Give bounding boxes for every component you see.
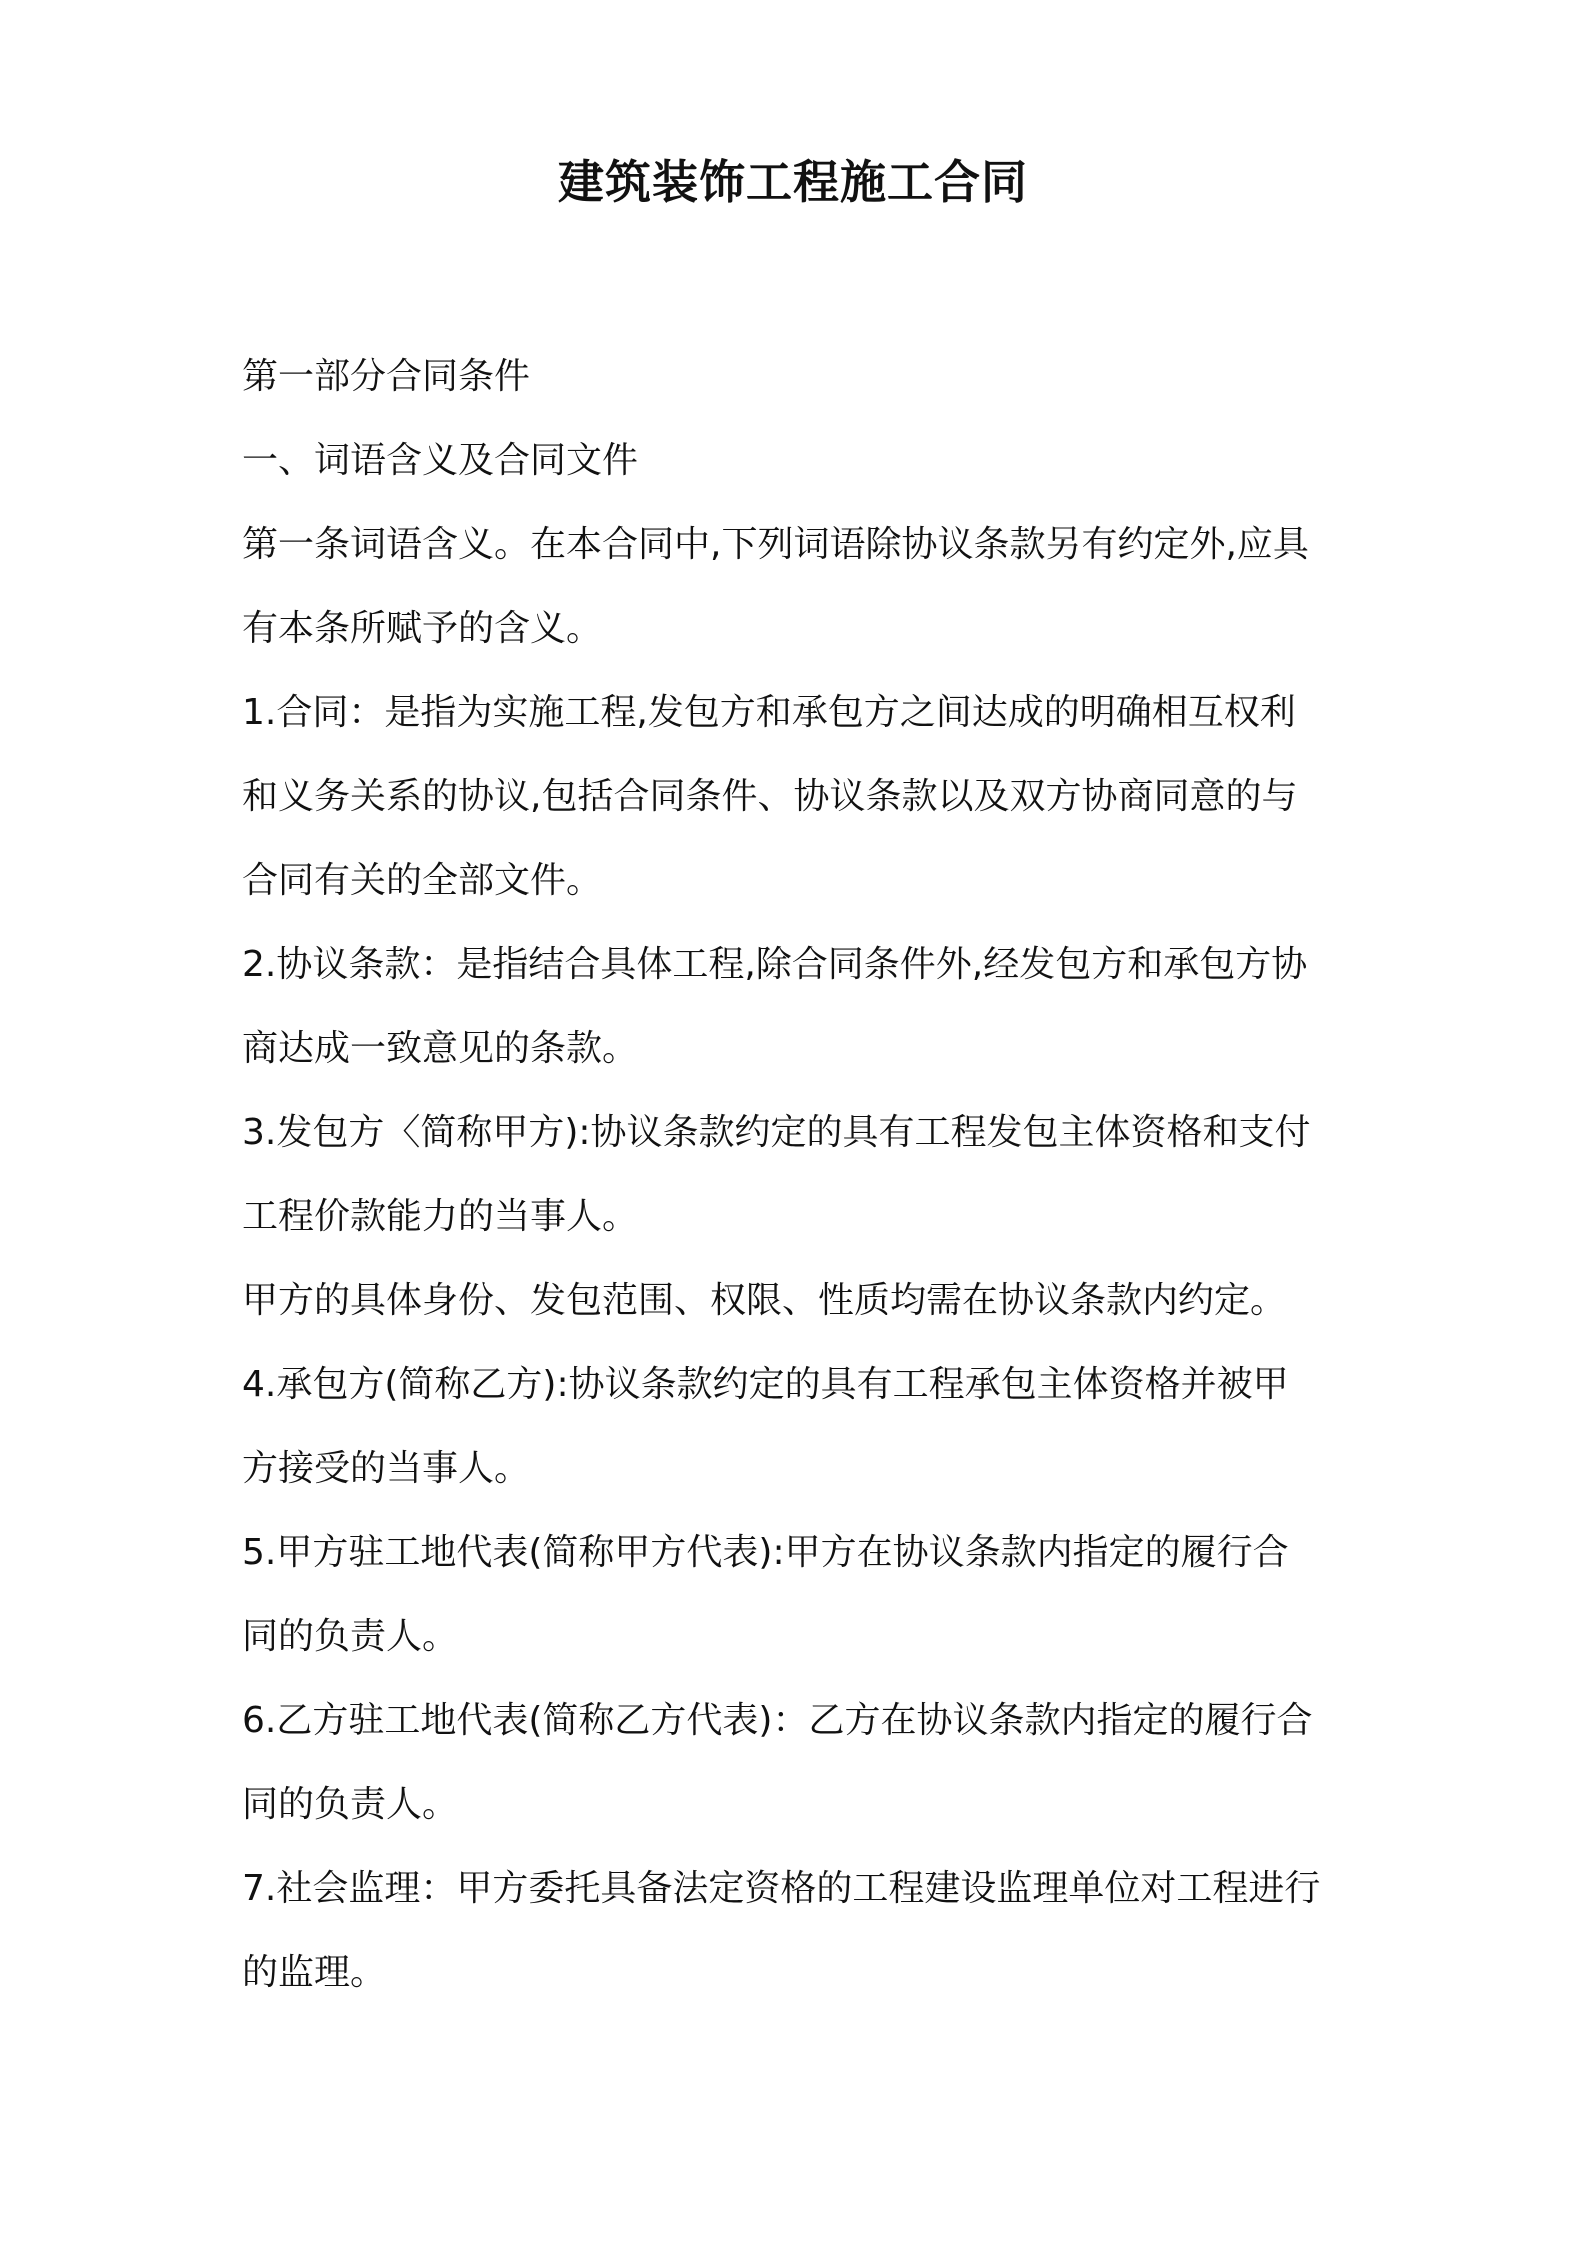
paragraph-line: 7.社会监理：甲方委托具备法定资格的工程建设监理单位对工程进行 (242, 1868, 1321, 1909)
paragraph-line: 合同有关的全部文件。 (242, 860, 603, 901)
paragraph-line: 有本条所赋予的含义。 (242, 608, 603, 649)
paragraph-line: 甲方的具体身份、发包范围、权限、性质均需在协议条款内约定。 (242, 1280, 1287, 1321)
paragraph-line: 2.协议条款：是指结合具体工程,除合同条件外,经发包方和承包方协 (242, 944, 1308, 985)
paragraph-line: 4.承包方(简称乙方):协议条款约定的具有工程承包主体资格并被甲 (242, 1364, 1289, 1405)
paragraph-line: 和义务关系的协议,包括合同条件、协议条款以及双方协商同意的与 (242, 776, 1298, 817)
section-heading: 第一部分合同条件 (242, 356, 531, 397)
paragraph-line: 商达成一致意见的条款。 (242, 1028, 639, 1069)
document-body (242, 335, 1352, 2015)
paragraph-line: 方接受的当事人。 (242, 1448, 531, 1489)
paragraph-line: 5.甲方驻工地代表(简称甲方代表):甲方在协议条款内指定的履行合 (242, 1532, 1289, 1573)
paragraph-line: 同的负责人。 (242, 1616, 459, 1657)
paragraph-line: 3.发包方〈简称甲方):协议条款约定的具有工程发包主体资格和支付 (242, 1112, 1311, 1153)
paragraph-line: 1.合同：是指为实施工程,发包方和承包方之间达成的明确相互权利 (242, 692, 1296, 733)
document-title: 建筑装饰工程施工合同 (558, 155, 1028, 209)
chapter-heading: 一、词语含义及合同文件 (242, 440, 639, 481)
paragraph-line: 工程价款能力的当事人。 (242, 1196, 639, 1237)
paragraph-line: 6.乙方驻工地代表(简称乙方代表)：乙方在协议条款内指定的履行合 (242, 1700, 1313, 1741)
paragraph-line: 同的负责人。 (242, 1784, 459, 1825)
paragraph-line: 第一条词语含义。在本合同中,下列词语除协议条款另有约定外,应具 (242, 524, 1309, 565)
paragraph-line: 的监理。 (242, 1952, 387, 1993)
